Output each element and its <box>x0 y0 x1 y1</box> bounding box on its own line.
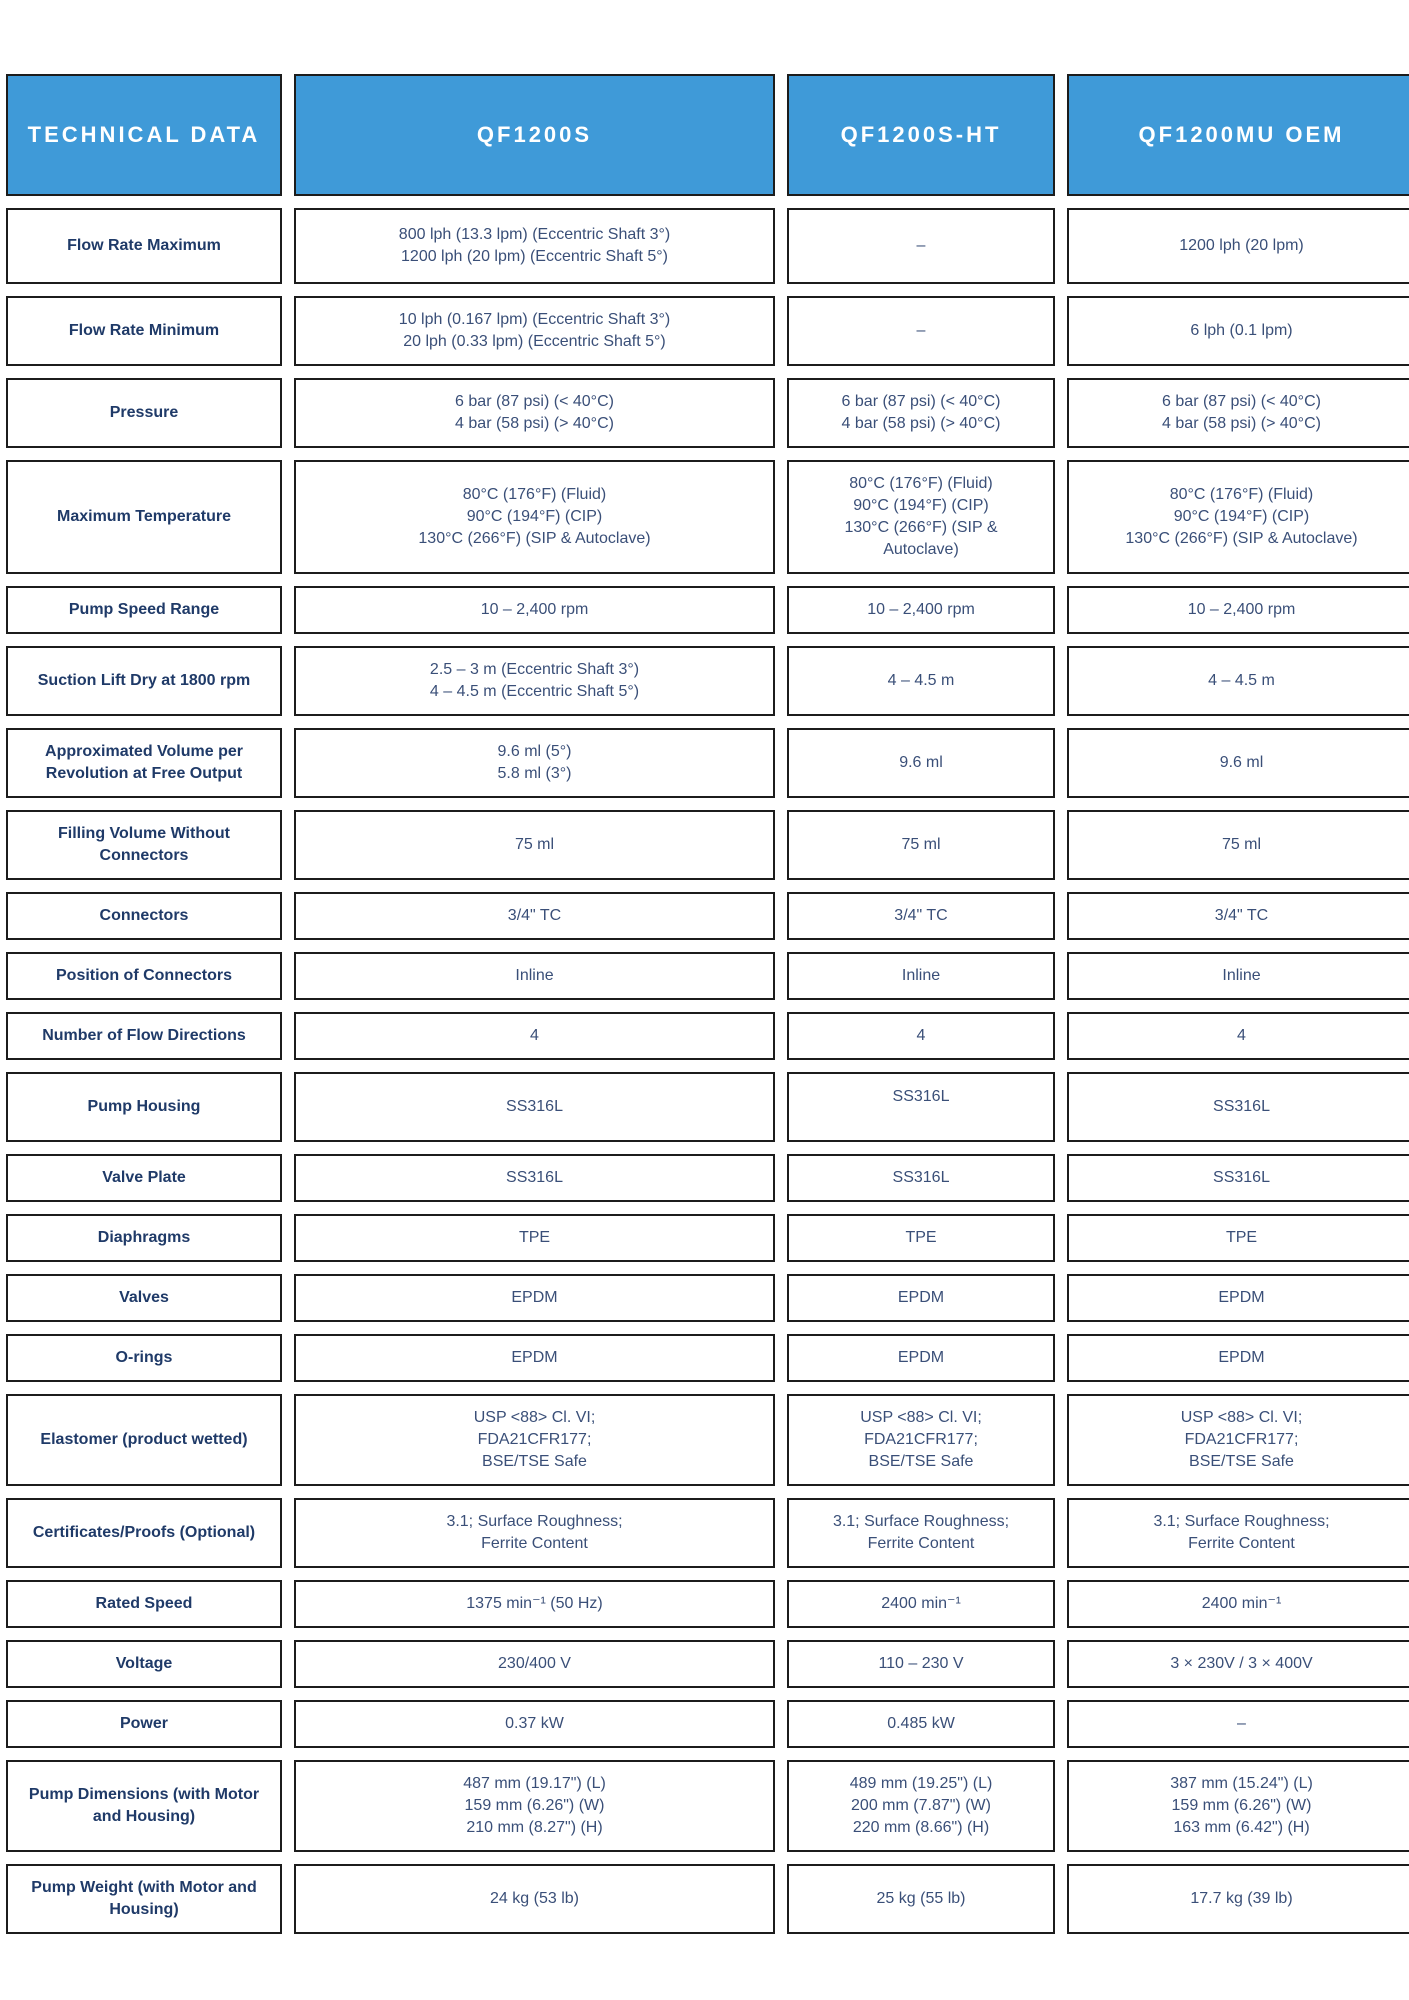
row-label-pump-housing: Pump Housing <box>6 1072 282 1142</box>
row-label-valves: Valves <box>6 1274 282 1322</box>
row-label-voltage: Voltage <box>6 1640 282 1688</box>
technical-data-table <box>6 74 1404 1934</box>
cell-position-of-connectors-qf1200mu-oem: Inline <box>1067 952 1409 1000</box>
cell-pump-weight-with-motor-and-housing-qf1200s: 24 kg (53 lb) <box>294 1864 775 1934</box>
row-label-position-of-connectors: Position of Connectors <box>6 952 282 1000</box>
cell-maximum-temperature-qf1200s: 80°C (176°F) (Fluid) 90°C (194°F) (CIP) 130°C (266°F) (SIP & Autoclave) <box>294 460 775 574</box>
cell-flow-rate-maximum-qf1200s: 800 lph (13.3 lpm) (Eccentric Shaft 3°) 1200 lph (20 lpm) (Eccentric Shaft 5°) <box>294 208 775 284</box>
row-label-flow-rate-maximum: Flow Rate Maximum <box>6 208 282 284</box>
cell-power-qf1200s-ht: 0.485 kW <box>787 1700 1055 1748</box>
row-label-power: Power <box>6 1700 282 1748</box>
cell-pressure-qf1200s: 6 bar (87 psi) (< 40°C) 4 bar (58 psi) (> 40°C) <box>294 378 775 448</box>
row-label-flow-rate-minimum: Flow Rate Minimum <box>6 296 282 366</box>
row-label-suction-lift-dry-at-1800-rpm: Suction Lift Dry at 1800 rpm <box>6 646 282 716</box>
cell-filling-volume-without-connectors-qf1200s: 75 ml <box>294 810 775 880</box>
cell-approximated-volume-per-revolution-at-free-output-qf1200s-ht: 9.6 ml <box>787 728 1055 798</box>
cell-valves-qf1200s: EPDM <box>294 1274 775 1322</box>
row-label-certificates-proofs-optional: Certificates/Proofs (Optional) <box>6 1498 282 1568</box>
row-label-pump-speed-range: Pump Speed Range <box>6 586 282 634</box>
cell-pump-speed-range-qf1200s-ht: 10 – 2,400 rpm <box>787 586 1055 634</box>
cell-pressure-qf1200s-ht: 6 bar (87 psi) (< 40°C) 4 bar (58 psi) (> 40°C) <box>787 378 1055 448</box>
cell-o-rings-qf1200mu-oem: EPDM <box>1067 1334 1409 1382</box>
cell-pump-weight-with-motor-and-housing-qf1200mu-oem: 17.7 kg (39 lb) <box>1067 1864 1409 1934</box>
cell-power-qf1200mu-oem: – <box>1067 1700 1409 1748</box>
cell-certificates-proofs-optional-qf1200s: 3.1; Surface Roughness; Ferrite Content <box>294 1498 775 1568</box>
row-label-maximum-temperature: Maximum Temperature <box>6 460 282 574</box>
cell-elastomer-product-wetted-qf1200s: USP <88> Cl. VI; FDA21CFR177; BSE/TSE Safe <box>294 1394 775 1486</box>
cell-certificates-proofs-optional-qf1200s-ht: 3.1; Surface Roughness; Ferrite Content <box>787 1498 1055 1568</box>
cell-pump-dimensions-with-motor-and-housing-qf1200s-ht: 489 mm (19.25") (L) 200 mm (7.87") (W) 220 mm (8.66") (H) <box>787 1760 1055 1852</box>
cell-filling-volume-without-connectors-qf1200s-ht: 75 ml <box>787 810 1055 880</box>
row-label-pump-dimensions-with-motor-and-housing: Pump Dimensions (with Motor and Housing) <box>6 1760 282 1852</box>
header-qf1200s-ht: QF1200S-HT <box>787 74 1055 196</box>
cell-diaphragms-qf1200s: TPE <box>294 1214 775 1262</box>
cell-certificates-proofs-optional-qf1200mu-oem: 3.1; Surface Roughness; Ferrite Content <box>1067 1498 1409 1568</box>
row-label-pump-weight-with-motor-and-housing: Pump Weight (with Motor and Housing) <box>6 1864 282 1934</box>
row-label-rated-speed: Rated Speed <box>6 1580 282 1628</box>
cell-flow-rate-maximum-qf1200s-ht: – <box>787 208 1055 284</box>
cell-connectors-qf1200mu-oem: 3/4" TC <box>1067 892 1409 940</box>
cell-voltage-qf1200mu-oem: 3 × 230V / 3 × 400V <box>1067 1640 1409 1688</box>
cell-pump-speed-range-qf1200mu-oem: 10 – 2,400 rpm <box>1067 586 1409 634</box>
cell-power-qf1200s: 0.37 kW <box>294 1700 775 1748</box>
header-qf1200mu-oem: QF1200MU OEM <box>1067 74 1409 196</box>
row-label-elastomer-product-wetted: Elastomer (product wetted) <box>6 1394 282 1486</box>
cell-valves-qf1200s-ht: EPDM <box>787 1274 1055 1322</box>
cell-valve-plate-qf1200mu-oem: SS316L <box>1067 1154 1409 1202</box>
cell-pump-weight-with-motor-and-housing-qf1200s-ht: 25 kg (55 lb) <box>787 1864 1055 1934</box>
row-label-number-of-flow-directions: Number of Flow Directions <box>6 1012 282 1060</box>
cell-pump-dimensions-with-motor-and-housing-qf1200s: 487 mm (19.17") (L) 159 mm (6.26") (W) 210 mm (8.27") (H) <box>294 1760 775 1852</box>
cell-number-of-flow-directions-qf1200mu-oem: 4 <box>1067 1012 1409 1060</box>
cell-flow-rate-maximum-qf1200mu-oem: 1200 lph (20 lpm) <box>1067 208 1409 284</box>
cell-flow-rate-minimum-qf1200s: 10 lph (0.167 lpm) (Eccentric Shaft 3°) 20 lph (0.33 lpm) (Eccentric Shaft 5°) <box>294 296 775 366</box>
row-label-pressure: Pressure <box>6 378 282 448</box>
cell-voltage-qf1200s: 230/400 V <box>294 1640 775 1688</box>
cell-valves-qf1200mu-oem: EPDM <box>1067 1274 1409 1322</box>
cell-suction-lift-dry-at-1800-rpm-qf1200s-ht: 4 – 4.5 m <box>787 646 1055 716</box>
row-label-o-rings: O-rings <box>6 1334 282 1382</box>
row-label-connectors: Connectors <box>6 892 282 940</box>
cell-elastomer-product-wetted-qf1200mu-oem: USP <88> Cl. VI; FDA21CFR177; BSE/TSE Safe <box>1067 1394 1409 1486</box>
cell-number-of-flow-directions-qf1200s: 4 <box>294 1012 775 1060</box>
cell-diaphragms-qf1200mu-oem: TPE <box>1067 1214 1409 1262</box>
row-label-diaphragms: Diaphragms <box>6 1214 282 1262</box>
cell-approximated-volume-per-revolution-at-free-output-qf1200s: 9.6 ml (5°) 5.8 ml (3°) <box>294 728 775 798</box>
cell-connectors-qf1200s-ht: 3/4" TC <box>787 892 1055 940</box>
header-qf1200s: QF1200S <box>294 74 775 196</box>
cell-approximated-volume-per-revolution-at-free-output-qf1200mu-oem: 9.6 ml <box>1067 728 1409 798</box>
cell-position-of-connectors-qf1200s-ht: Inline <box>787 952 1055 1000</box>
cell-diaphragms-qf1200s-ht: TPE <box>787 1214 1055 1262</box>
cell-o-rings-qf1200s-ht: EPDM <box>787 1334 1055 1382</box>
cell-rated-speed-qf1200mu-oem: 2400 min⁻¹ <box>1067 1580 1409 1628</box>
cell-maximum-temperature-qf1200mu-oem: 80°C (176°F) (Fluid) 90°C (194°F) (CIP) 130°C (266°F) (SIP & Autoclave) <box>1067 460 1409 574</box>
row-label-valve-plate: Valve Plate <box>6 1154 282 1202</box>
cell-pump-dimensions-with-motor-and-housing-qf1200mu-oem: 387 mm (15.24") (L) 159 mm (6.26") (W) 163 mm (6.42") (H) <box>1067 1760 1409 1852</box>
cell-pump-housing-qf1200mu-oem: SS316L <box>1067 1072 1409 1142</box>
cell-valve-plate-qf1200s: SS316L <box>294 1154 775 1202</box>
cell-filling-volume-without-connectors-qf1200mu-oem: 75 ml <box>1067 810 1409 880</box>
cell-position-of-connectors-qf1200s: Inline <box>294 952 775 1000</box>
cell-flow-rate-minimum-qf1200s-ht: – <box>787 296 1055 366</box>
cell-pump-housing-qf1200s-ht: SS316L <box>787 1072 1055 1142</box>
row-label-filling-volume-without-connectors: Filling Volume Without Connectors <box>6 810 282 880</box>
cell-maximum-temperature-qf1200s-ht: 80°C (176°F) (Fluid) 90°C (194°F) (CIP) 130°C (266°F) (SIP & Autoclave) <box>787 460 1055 574</box>
header-technical-data: TECHNICAL DATA <box>6 74 282 196</box>
cell-suction-lift-dry-at-1800-rpm-qf1200s: 2.5 – 3 m (Eccentric Shaft 3°) 4 – 4.5 m (Eccentric Shaft 5°) <box>294 646 775 716</box>
cell-pump-speed-range-qf1200s: 10 – 2,400 rpm <box>294 586 775 634</box>
cell-o-rings-qf1200s: EPDM <box>294 1334 775 1382</box>
cell-connectors-qf1200s: 3/4" TC <box>294 892 775 940</box>
cell-elastomer-product-wetted-qf1200s-ht: USP <88> Cl. VI; FDA21CFR177; BSE/TSE Safe <box>787 1394 1055 1486</box>
cell-rated-speed-qf1200s-ht: 2400 min⁻¹ <box>787 1580 1055 1628</box>
cell-voltage-qf1200s-ht: 110 – 230 V <box>787 1640 1055 1688</box>
row-label-approximated-volume-per-revolution-at-free-output: Approximated Volume per Revolution at Free Output <box>6 728 282 798</box>
cell-rated-speed-qf1200s: 1375 min⁻¹ (50 Hz) <box>294 1580 775 1628</box>
cell-flow-rate-minimum-qf1200mu-oem: 6 lph (0.1 lpm) <box>1067 296 1409 366</box>
cell-pressure-qf1200mu-oem: 6 bar (87 psi) (< 40°C) 4 bar (58 psi) (> 40°C) <box>1067 378 1409 448</box>
cell-number-of-flow-directions-qf1200s-ht: 4 <box>787 1012 1055 1060</box>
cell-valve-plate-qf1200s-ht: SS316L <box>787 1154 1055 1202</box>
cell-pump-housing-qf1200s: SS316L <box>294 1072 775 1142</box>
cell-suction-lift-dry-at-1800-rpm-qf1200mu-oem: 4 – 4.5 m <box>1067 646 1409 716</box>
